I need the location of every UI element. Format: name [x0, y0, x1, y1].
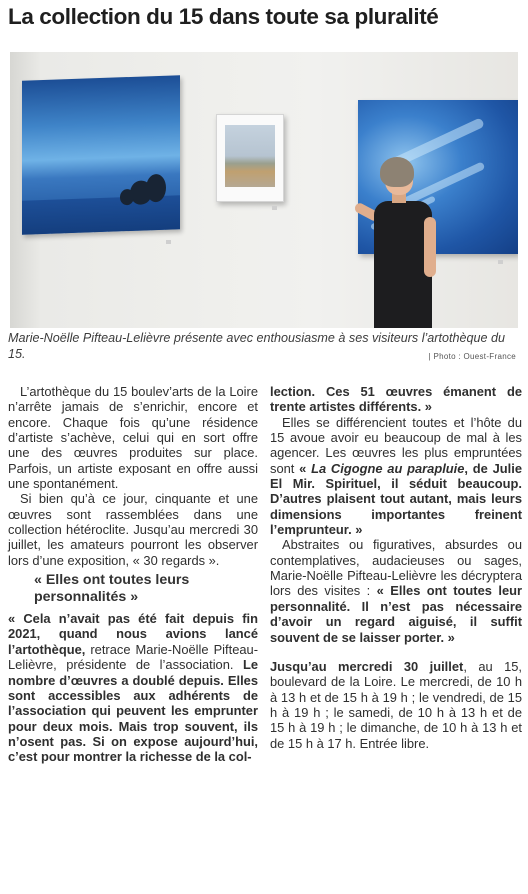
painting-small-inner [225, 125, 275, 187]
text-run: Elles se différencient toutes et l’hôte du 15 avoue avoir eu beaucoup de mal à les agencer. Les œuvres les plus empruntées sont [270, 414, 522, 476]
presenter-figure [350, 157, 470, 328]
quote-bold: « Cela n’avait pas été fait depuis fin 2021, quand nous avions lancé l’artothèque, [8, 611, 258, 657]
practical-info [270, 659, 522, 751]
painting-blue-landscape [22, 75, 180, 235]
paragraph: lection. Ces 51 œuvres émanent de trente artistes différents. » [270, 384, 522, 415]
photo-credit: | Photo : Ouest-France [428, 352, 516, 361]
wall-label [166, 240, 171, 244]
article-column-2 [270, 384, 522, 751]
photo-caption: Marie-Noëlle Pifteau-Lelièvre présente avec enthousiasme à ses visiteurs l’artothèque du 15. [8, 331, 506, 361]
paragraph [8, 611, 258, 764]
dates-bold: Jusqu’au mercredi 30 juillet [270, 658, 464, 674]
paragraph [270, 415, 522, 538]
quote-open: « [299, 460, 312, 476]
headline: La collection du 15 dans toute sa pluralité [8, 4, 439, 29]
practical-text: , au 15, boulevard de la Loire. Le mercredi, de 10 h à 13 h et de 15 h à 19 h ; le vendredi, de 15 h à 19 h ; le samedi, de 10 h à 13 h et de 15 h à 19 h ; le dimanche, de 10 h à 13 h et de 15 h à 17 h. Entrée libre. [270, 658, 522, 751]
quote-attribution: retrace Marie-Noëlle Pifteau-Lelièvre, présidente de l’association. [8, 641, 258, 673]
paragraph: Si bien qu’à ce jour, cinquante et une œuvres sont rassemblées dans une collection hétéroclite. Jusqu’au mercredi 30 juillet, les amateurs pourront les observer lors d’une exposition, « 30 regards ». [8, 491, 258, 568]
presenter-hair [380, 157, 414, 187]
presenter-arm [424, 217, 436, 277]
paragraph: L’artothèque du 15 boulev’arts de la Loire n’arrête jamais de s’enrichir, encore et encore. Chaque fois qu’une résidence d’artiste s’achève, celui qui en sort offre une des œuvres produites sur place. Parfois, un artiste exposant en offre aussi une spontanément. [8, 384, 258, 492]
article-column-1 [8, 384, 258, 765]
wall-label [498, 260, 503, 264]
exhibition-photo [10, 52, 518, 328]
quote-bold: « Elles ont toutes leur personnalité. Il n’est pas nécessaire d’avoir un regard aiguisé, il suffit souvent de se laisser porter. » [270, 583, 523, 645]
quote-bold: Le nombre d’œuvres a doublé depuis. Elles sont accessibles aux adhérents de l’association qui peuvent les emprunter pour deux mois. Mais trop souvent, ils n’osent pas. Si on expose aujourd’hui, c’est pour montrer la richesse de la col- [8, 657, 258, 765]
subheading: « Elles ont toutes leurs personnalités » [34, 572, 190, 605]
paragraph [270, 537, 522, 644]
text-run: Abstraites ou figuratives, absurdes ou contemplatives, audacieuses ou sages, Marie-Noëlle Pifteau-Lelièvre les décryptera lors des visites : [270, 537, 522, 599]
artwork-title: La Cigogne au parapluie [311, 460, 465, 476]
painting-small-framed [216, 114, 284, 202]
wall-label [272, 206, 277, 210]
quote-bold: , de Julie El Mir. Spirituel, il séduit beaucoup. D’autres plaisent tout autant, mais leurs dimensions importantes freinent l’emprunteur. » [270, 460, 522, 538]
